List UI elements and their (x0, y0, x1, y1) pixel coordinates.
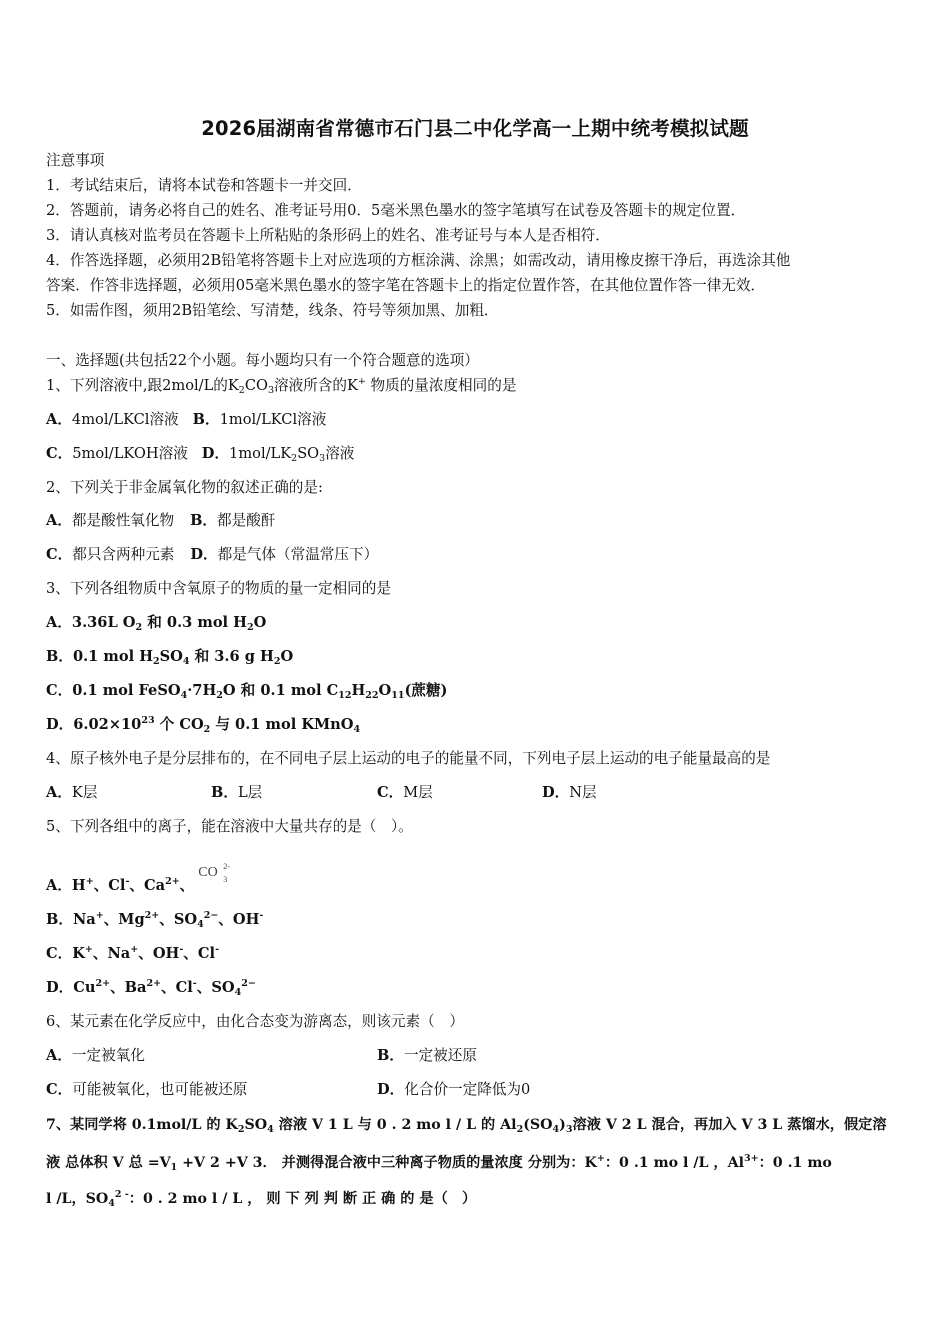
question-5-option-c: C．K+、Na+、OH-、Cl- (46, 944, 220, 962)
option-c: M层 (403, 784, 433, 801)
notice-item-3: 3．请认真核对监考员在答题卡上所粘贴的条形码上的姓名、准考证号与本人是否相符． (46, 227, 610, 244)
question-5-option-d: D．$Cu^{2+}$、$Ba^{2+}$、Cl-、$SO_4^{2-}$ (46, 978, 256, 998)
option-d: 都是气体（常温常压下） (217, 546, 379, 563)
question-5-stem: 5、下列各组中的离子，能在溶液中大量共存的是（ ）。 (46, 818, 413, 835)
option-b: L层 (237, 784, 263, 801)
question-2-options-ab: A．都是酸性氧化物 B．都是酸酐 (46, 512, 276, 529)
question-3-stem: 3、下列各组物质中含氧原子的物质的量一定相同的是 (46, 580, 391, 597)
option-a: 都是酸性氧化物 (71, 512, 175, 529)
option-label: C． (46, 445, 73, 462)
notice-item-4: 4．作答选择题，必须用2B铅笔将答题卡上对应选项的方框涂满、涂黑；如需改动，请用橡皮擦干净后，再选涂其他 (46, 252, 791, 269)
option-a: K层 (71, 784, 98, 801)
question-6-stem: 6、某元素在化学反应中，由化合态变为游离态，则该元素（ ） (46, 1013, 464, 1030)
option-a: 一定被氧化 (71, 1047, 145, 1064)
notice-item-2: 2．答题前，请务必将自己的姓名、准考证号用0．5毫米黑色墨水的签字笔填写在试卷及答题卡的规定位置． (46, 202, 746, 219)
option-c: 都只含两种元素 (72, 546, 175, 563)
option-label: D． (201, 445, 230, 462)
question-5-option-b: B．Na+、$Mg^{2+}$、$SO_4^{2-}$、OH- (46, 910, 264, 930)
option-c: 可能被氧化，也可能被还原 (72, 1081, 248, 1098)
question-4-stem: 4、原子核外电子是分层排布的，在不同电子层上运动的电子的能量不同，下列电子层上运动的电子能量最高的是 (46, 750, 771, 767)
question-1-options-cd (46, 445, 354, 463)
question-2-stem: 2、下列关于非金属氧化物的叙述正确的是: (46, 479, 323, 496)
option-d: 化合价一定降低为0 (404, 1081, 531, 1098)
question-6-options-cd: C．可能被氧化，也可能被还原 D．化合价一定降低为0 (46, 1081, 531, 1098)
section-heading: 一、选择题(共包括22个小题。每小题均只有一个符合题意的选项） (46, 352, 479, 369)
question-6-options-ab: A．一定被氧化 B．一定被还原 (46, 1047, 477, 1064)
option-a: 4mol/LKCl溶液 (71, 411, 179, 428)
notice-item-1: 1．考试结束后，请将本试卷和答题卡一并交回． (46, 177, 362, 194)
question-3-option-b: B．0.1 mol $H_2SO_4$ 和 3.6 g $H_2O$ (46, 648, 294, 667)
question-1-stem: 1、下列溶液中,跟2mol/L的$K_2CO_3$溶液所含的K+ 物质的量浓度相同的是 (46, 376, 517, 396)
option-label: A． (46, 411, 72, 428)
option-d: N层 (569, 784, 597, 801)
page-title: 2026届湖南省常德市石门县二中化学高一上期中统考模拟试题 (201, 117, 749, 140)
question-1-options-ab (46, 411, 326, 429)
option-b: 1mol/LKCl溶液 (219, 411, 327, 428)
question-3-option-c: C．0.1 mol $FeSO_4\cdot 7H_2O$ 和 0.1 mol $C_{12}H_{22}O_{11}$(蔗糖) (46, 682, 448, 701)
option-d: $1mol/LK_2SO_3$溶液 (229, 445, 355, 464)
carbonate-formula: CO 2- 3 (198, 862, 230, 884)
option-b: 一定被还原 (403, 1047, 477, 1064)
question-3-option-d: D．$6.02\times 10^{23}$ 个 $CO_2$ 与 0.1 mol KMnO$_4$ (46, 715, 361, 735)
question-7-line-2: 液 总体积 V 总 $=V_1 +V$ 2 +V 3． 并测得混合液中三种离子物质的量浓度 分别为：K+：0 .1 mo l /L ，$Al^{3+}$：0 .1 mo (46, 1153, 832, 1173)
notice-item-5: 5．如需作图，须用2B铅笔绘、写清楚，线条、符号等须加黑、加粗． (46, 302, 499, 319)
notice-heading: 注意事项 (46, 152, 105, 169)
question-7-line-3: l /L，$SO_4^{2 -}$：0 . 2 mo l / L ， 则 下 列 判 断 正 确 的 是（ ） (46, 1189, 477, 1209)
exam-page: 2026届湖南省常德市石门县二中化学高一上期中统考模拟试题 注意事项 1．考试结束后，请将本试卷和答题卡一并交回． 2．答题前，请务必将自己的姓名、准考证号用0．5毫米黑色墨水的签字笔填写在试卷及答题卡的规定位置． 3．请认真核对监考员在答题卡上所粘贴的条形码上的姓名、准考证号与本人是否相符． 4．作答选择题，必须用2B铅笔将答题卡上对应选项的方框涂满、涂黑；如需改动，请用橡皮擦干净后，再选涂其他 答案．作答非选择题，必须用05毫米黑色墨水的签字笔在答题卡上的指定位置作答，在其他位置作答一律无效． 5．如需作图，须用2B铅笔绘、写清楚，线条、符号等须加黑、加粗． 一、选择题(共包括22个小题。每小题均只有一个符合题意的选项） 1、下列溶液中,跟2mol/L的$K_2CO_3$溶液所含的K+ 物质的量浓度相同的是 A．4mol/LKCl溶液 B．1mol/LKCl溶液 C．5mol/LKOH溶液 D．$1mol/LK_2SO_3$溶液 2、下列关于非金属氧化物的叙述正确的是: A．都是酸性氧化物 B．都是酸酐 C．都只含两种元素 D．都是气体（常温常压下） 3、下列各组物质中含氧原子的物质的量一定相同的是 A．3.36L $O_2$ 和 0.3 mol $H_2O$ B．0.1 mol $H_2SO_4$ 和 3.6 g $H_2O$ C．0.1 mol $FeSO_4\cdot 7H_2O$ 和 0.1 mol $C_{12}H_{22}O_{11}$(蔗糖) D．$6.02\times 10^{23}$ 个 $CO_2$ 与 0.1 mol KMnO$_4$ 4、原子核外电子是分层排布的，在不同电子层上运动的电子的能量不同，下列电子层上运动的电子能量最高的是 A．K层 B．L层 C．M层 D．N层 5、下列各组中的离子，能在溶液中大量共存的是（ ）。 A．H+、Cl-、$Ca^{2+}$、CO 2- 3 B．Na+、$Mg^{2+}$、$SO_4^{2-}$、OH- C．K+、Na+、OH-、Cl- D．$Cu^{2+}$、$Ba^{2+}$、Cl-、$SO_4^{2-}$ 6、某元素在化学反应中，由化合态变为游离态，则该元素（ ） A．一定被氧化 B．一定被还原 C．可能被氧化，也可能被还原 D．化合价一定降低为0 7、某同学将 0.1mol/L 的 $K_2SO_4$ 溶液 V 1 L 与 0 . 2 mo l / L 的 $Al_2(SO_4)_3$溶液 V 2 L 混合，再加入 V 3 L 蒸馏水，假定溶 液 总体积 V 总 $=V_1 +V$ 2 +V 3． 并测得混合液中三种离子物质的量浓度 分别为：K+：0 .1 mo l /L ，$Al^{3+}$：0 .1 mo l /L，$SO_4^{2 -}$：0 . 2 mo l / L ， 则 下 列 判 断 正 确 的 是（ ） (0, 0, 950, 1344)
question-2-options-cd: C．都只含两种元素 D．都是气体（常温常压下） (46, 546, 379, 563)
option-label: B． (192, 411, 220, 428)
question-5-option-a: A．H+、Cl-、$Ca^{2+}$、CO 2- 3 (46, 862, 230, 894)
question-7-line-1: 7、某同学将 0.1mol/L 的 $K_2SO_4$ 溶液 V 1 L 与 0 . 2 mo l / L 的 $Al_2(SO_4)_3$溶液 V 2 L 混合，再加入 V 3 L 蒸馏水，假定溶 (46, 1117, 887, 1135)
option-c: 5mol/LKOH溶液 (72, 445, 188, 462)
question-3-option-a: A．3.36L $O_2$ 和 0.3 mol $H_2O$ (46, 614, 267, 633)
option-b: 都是酸酐 (217, 512, 276, 529)
notice-item-4-cont: 答案．作答非选择题，必须用05毫米黑色墨水的签字笔在答题卡上的指定位置作答，在其他位置作答一律无效． (46, 277, 766, 294)
